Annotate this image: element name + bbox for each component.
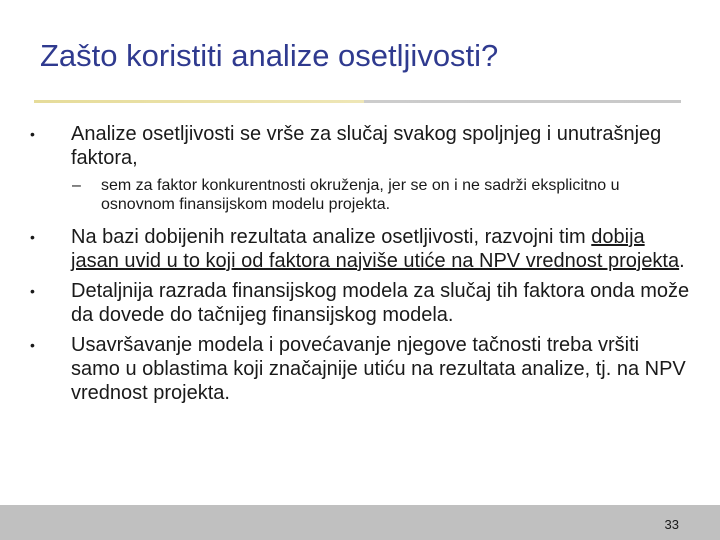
bullet-item-1 — [30, 122, 690, 170]
bullet-text-end: . — [679, 250, 685, 272]
bullet-text: Detaljnija razrada finansijskog modela za slučaj tih faktora onda može da dovede do tačnijeg finansijskog modela. — [71, 280, 690, 326]
bullet-marker: • — [30, 229, 35, 245]
bullet-item-3 — [30, 279, 690, 327]
page-number: 33 — [664, 517, 679, 532]
bullet-marker: • — [30, 126, 35, 142]
sub-bullet-text: sem za faktor konkurentnosti okruženja, jer se on i ne sadrži eksplicitno u osnovnom finansijskom modelu projekta. — [101, 177, 620, 213]
bullet-text-start: Na bazi dobijenih rezultata analize osetljivosti, razvojni tim — [71, 226, 592, 248]
bullet-marker: • — [30, 337, 35, 353]
bullet-text: Analize osetljivosti se vrše za slučaj svakog spoljnjeg i unutrašnjeg faktora, — [71, 123, 662, 169]
sub-bullet-marker: – — [72, 177, 81, 194]
slide-content — [30, 122, 690, 411]
bullet-item-4 — [30, 333, 690, 405]
footer-bar — [0, 505, 720, 540]
bullet-text: Usavršavanje modela i povećavanje njegove tačnosti treba vršiti samo u oblastima koji značajnije utiću na rezultata analize, tj. na NPV vrednost projekta. — [71, 334, 686, 404]
title-divider — [34, 100, 681, 103]
bullet-marker: • — [30, 283, 35, 299]
slide-title: Zašto koristiti analize osetljivosti? — [40, 38, 499, 73]
bullet-text — [71, 226, 685, 272]
sub-bullet-item-1 — [30, 176, 690, 214]
underlined-emphasis: dobija jasan uvid u to koji od faktora najviše utiće na NPV vrednost projekta — [71, 226, 680, 272]
bullet-item-2 — [30, 225, 690, 273]
